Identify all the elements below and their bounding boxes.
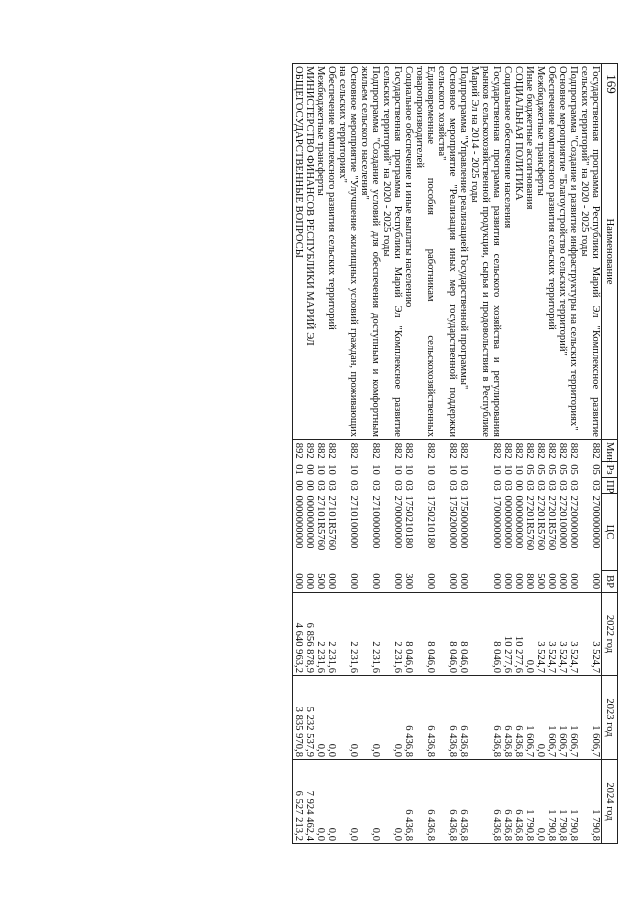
- table-cell-min: 892: [293, 440, 305, 462]
- table-cell-vr: 500: [535, 571, 546, 593]
- table-cell-2023: 0,0: [315, 676, 326, 760]
- table-cell-2022: 10 277,6: [502, 593, 513, 676]
- table-cell-vr: 800: [524, 571, 535, 593]
- table-cell-rz: 01: [293, 462, 305, 478]
- table-cell-name: Социальное обеспечение населения: [502, 64, 513, 440]
- table-cell-2024: 6 436,8: [458, 760, 469, 844]
- table-cell-cs: 0000000000: [502, 495, 513, 549]
- table-cell-2024: 0,0: [337, 760, 359, 844]
- table-cell-2023: 1 606,7: [546, 676, 557, 760]
- table-cell-vr: 000: [337, 571, 359, 593]
- table-cell-rz: 10: [370, 464, 381, 475]
- table-cell-min: 882: [315, 442, 326, 459]
- table-cell-rz: 00: [304, 464, 315, 475]
- table-cell-2023: 6 436,8: [458, 676, 469, 760]
- table-cell-rz: 05: [568, 464, 579, 475]
- table-cell-2024: 6 527 213,2: [293, 760, 305, 844]
- table-cell-pr: 03: [425, 480, 436, 491]
- table-cell-cs: 1750210180: [403, 495, 414, 549]
- table-cell-2023: 6 436,8: [502, 676, 513, 760]
- table-cell-vr: 000: [293, 571, 305, 593]
- table-cell-rz: 10: [403, 464, 414, 475]
- table-cell-cs: 27201R5760: [546, 495, 557, 551]
- table-cell-min: 882: [524, 442, 535, 459]
- header-min: Мин: [602, 440, 618, 462]
- table-cell-min: 882: [513, 442, 524, 459]
- table-cell-cs: 2700000000: [392, 495, 403, 549]
- table-cell-rz: 10: [326, 464, 337, 475]
- table-cell-vr: 000: [546, 571, 557, 593]
- table-cell-cs: 0000000000: [513, 495, 524, 549]
- table-row: [502, 64, 513, 844]
- table-cell-name: Государственная программа Республики Марий Эл "Комплексное развитие сельских территорий" на 2020 - 2025 годы: [579, 64, 602, 440]
- header-2024: 2024 год: [602, 760, 618, 844]
- table-cell-pr: 03: [326, 480, 337, 491]
- table-cell-min: 882: [348, 442, 359, 459]
- table-cell-2022: 0,0: [524, 593, 535, 676]
- table-cell-rz: 10: [348, 464, 359, 475]
- table-cell-pr: 03: [392, 480, 403, 491]
- table-cell-cs: 27201R5760: [535, 495, 546, 551]
- table-cell-2024: 6 436,8: [403, 760, 414, 844]
- table-row: [414, 64, 436, 844]
- table-cell-cs: 2720000000: [568, 495, 579, 549]
- table-cell-2022: 2 231,6: [315, 593, 326, 676]
- table-cell-2024: 0,0: [381, 760, 403, 844]
- table-cell-pr: 03: [458, 480, 469, 491]
- table-cell-vr: 000: [568, 571, 579, 593]
- table-cell-name: Единовременные пособия работникам сельскохозяйственных товаропроизводителей: [414, 64, 436, 440]
- table-cell-2024: 6 436,8: [502, 760, 513, 844]
- table-row: [568, 64, 579, 844]
- table-cell-name: Подпрограмма "Создание и развитие инфраструктуры на сельских территориях": [568, 64, 579, 440]
- table-cell-2023: 6 436,8: [414, 676, 436, 760]
- table-cell-2022: 2 231,6: [381, 593, 403, 676]
- table-cell-2024: 1 790,8: [568, 760, 579, 844]
- table-cell-min: 882: [535, 442, 546, 459]
- table-cell-2024: 1 790,8: [546, 760, 557, 844]
- table-cell-2022: 8 046,0: [458, 593, 469, 676]
- table-row: [315, 64, 326, 844]
- table-cell-min: 882: [491, 442, 502, 459]
- table-cell-cs: 2700000000: [590, 495, 601, 549]
- table-cell-2024: 0,0: [315, 760, 326, 844]
- table-cell-2023: 6 436,8: [469, 676, 502, 760]
- table-cell-rz: 05: [557, 464, 568, 475]
- table-cell-cs: 1750000000: [458, 495, 469, 549]
- table-cell-2023: 0,0: [326, 676, 337, 760]
- table-cell-vr: 000: [326, 571, 337, 593]
- table-cell-2023: 0,0: [359, 676, 381, 760]
- table-cell-2024: 0,0: [359, 760, 381, 844]
- table-cell-rz: 10: [425, 464, 436, 475]
- table-cell-2024: 6 436,8: [414, 760, 436, 844]
- table-cell-rz: 05: [590, 464, 601, 475]
- table-cell-vr: 000: [502, 571, 513, 593]
- table-cell-vr: 000: [513, 571, 524, 593]
- table-cell-cs: 2720100000: [557, 495, 568, 549]
- table-cell-vr: 300: [403, 571, 414, 593]
- table-cell-pr: 00: [304, 480, 315, 491]
- table-row: [337, 64, 359, 844]
- table-cell-2023: 1 606,7: [524, 676, 535, 760]
- table-cell-name: Основное мероприятие "Улучшение жилищных условий граждан, проживающих на сельских территориях": [337, 64, 359, 440]
- table-cell-2024: 7 924 462,4: [304, 760, 315, 844]
- table-cell-2022: 3 524,7: [546, 593, 557, 676]
- table-cell-pr: 03: [568, 480, 579, 491]
- table-row: [524, 64, 535, 844]
- table-cell-name: Социальное обеспечение и иные выплаты населению: [403, 64, 414, 440]
- table-cell-pr: 03: [403, 480, 414, 491]
- table-cell-name: Основное мероприятие "Благоустройство сельских территорий": [557, 64, 568, 440]
- table-cell-2024: 0,0: [326, 760, 337, 844]
- table-cell-cs: 0000000000: [304, 495, 315, 549]
- table-cell-pr: 03: [557, 480, 568, 491]
- table-cell-name: Государственная программа Республики Марий Эл "Комплексное развитие сельских территорий" на 2020 - 2025 годы: [381, 64, 403, 440]
- table-cell-cs: 1750210180: [425, 495, 436, 549]
- table-cell-2024: 6 436,8: [513, 760, 524, 844]
- table-cell-pr: 03: [348, 480, 359, 491]
- table-row: [557, 64, 568, 844]
- table-cell-min: 882: [557, 442, 568, 459]
- table-row: [469, 64, 502, 844]
- table-cell-2023: 1 606,7: [568, 676, 579, 760]
- table-cell-pr: 03: [447, 480, 458, 491]
- table-cell-rz: 10: [491, 464, 502, 475]
- table-cell-rz: 10: [392, 464, 403, 475]
- table-cell-2023: 5 232 537,9: [304, 676, 315, 760]
- table-cell-rz: 10: [315, 464, 326, 475]
- table-row: [293, 64, 305, 844]
- table-cell-pr: 03: [370, 480, 381, 491]
- table-cell-name: Подпрограмма "Создание условий для обеспечения доступным и комфортным жильем сельского населения": [359, 64, 381, 440]
- table-cell-name: Обеспечение комплексного развития сельских территорий: [546, 64, 557, 440]
- table-cell-name: Межбюджетные трансферты: [535, 64, 546, 440]
- table-cell-2023: 1 606,7: [557, 676, 568, 760]
- table-row: [436, 64, 458, 844]
- table-row: [535, 64, 546, 844]
- table-cell-name: МИНИСТЕРСТВО ФИНАНСОВ РЕСПУБЛИКИ МАРИЙ ЭЛ: [304, 64, 315, 440]
- table-cell-min: 882: [370, 442, 381, 459]
- table-cell-2023: 3 835 970,8: [293, 676, 305, 760]
- table-cell-min: 882: [502, 442, 513, 459]
- header-cs: ЦС: [602, 494, 618, 571]
- header-pr: ПР: [602, 478, 618, 494]
- table-cell-rz: 10: [513, 464, 524, 475]
- table-cell-2022: 3 524,7: [568, 593, 579, 676]
- table-row: [458, 64, 469, 844]
- table-cell-name: ОБЩЕГОСУДАРСТВЕННЫЕ ВОПРОСЫ: [293, 64, 305, 440]
- table-cell-cs: 27101R5760: [315, 495, 326, 551]
- header-2023: 2023 год: [602, 676, 618, 760]
- table-cell-name: Государственная программа развития сельского хозяйства и регулирования рынков сельскохозяйственной продукции, сырья и продовольствия в Республике Марий Эл на 2014 - 2025 годы: [469, 64, 502, 440]
- table-cell-min: 882: [326, 442, 337, 459]
- table-cell-pr: 00: [293, 478, 305, 494]
- table-cell-vr: 000: [557, 571, 568, 593]
- table-body: [293, 64, 602, 844]
- table-cell-cs: 2710100000: [348, 495, 359, 549]
- table-cell-cs: 27101R5760: [326, 495, 337, 551]
- table-cell-cs: 2710000000: [370, 495, 381, 549]
- table-row: [326, 64, 337, 844]
- table-cell-min: 882: [392, 442, 403, 459]
- table-cell-cs: 27201R5760: [524, 495, 535, 551]
- budget-table-rotated: [126, 63, 618, 843]
- table-cell-vr: 000: [381, 571, 403, 593]
- header-rz: Рз: [602, 462, 618, 478]
- table-cell-vr: 000: [359, 571, 381, 593]
- table-cell-vr: 000: [469, 571, 502, 593]
- table-cell-2022: 4 640 963,2: [293, 593, 305, 676]
- header-vr: ВР: [602, 571, 618, 593]
- table-cell-min: 892: [304, 442, 315, 459]
- table-row: [579, 64, 602, 844]
- table-cell-rz: 05: [535, 464, 546, 475]
- table-cell-vr: 000: [436, 571, 458, 593]
- table-cell-2023: 0,0: [535, 676, 546, 760]
- table-cell-rz: 10: [447, 464, 458, 475]
- table-row: [403, 64, 414, 844]
- table-cell-min: 882: [425, 442, 436, 459]
- table-cell-name: Обеспечение комплексного развития сельских территорий: [326, 64, 337, 440]
- table-cell-2022: 8 046,0: [414, 593, 436, 676]
- table-cell-rz: 10: [458, 464, 469, 475]
- table-cell-2022: 2 231,6: [337, 593, 359, 676]
- table-cell-2024: 6 436,8: [469, 760, 502, 844]
- table-cell-cs: 1700000000: [491, 495, 502, 549]
- table-cell-pr: 00: [513, 480, 524, 491]
- header-2022: 2022 год: [602, 593, 618, 676]
- table-cell-2022: 8 046,0: [436, 593, 458, 676]
- table-cell-2023: 6 436,8: [513, 676, 524, 760]
- table-cell-2024: 6 436,8: [436, 760, 458, 844]
- table-cell-2023: 0,0: [337, 676, 359, 760]
- table-cell-min: 882: [403, 442, 414, 459]
- table-cell-2024: 0,0: [535, 760, 546, 844]
- table-cell-2022: 3 524,7: [535, 593, 546, 676]
- table-cell-name: СОЦИАЛЬНАЯ ПОЛИТИКА: [513, 64, 524, 440]
- table-row: [359, 64, 381, 844]
- table-cell-2024: 1 790,8: [524, 760, 535, 844]
- table-row: [304, 64, 315, 844]
- table-cell-min: 882: [590, 442, 601, 459]
- table-cell-pr: 03: [535, 480, 546, 491]
- table-cell-pr: 03: [502, 480, 513, 491]
- table-cell-2023: 0,0: [381, 676, 403, 760]
- table-cell-2022: 2 231,6: [326, 593, 337, 676]
- table-cell-name: Подпрограмма "Управление реализацией Государственной программы": [458, 64, 469, 440]
- table-cell-pr: 03: [491, 480, 502, 491]
- table-cell-vr: 000: [414, 571, 436, 593]
- table-cell-2022: 3 524,7: [557, 593, 568, 676]
- table-cell-pr: 03: [590, 480, 601, 491]
- table-row: [513, 64, 524, 844]
- table-cell-rz: 05: [524, 464, 535, 475]
- table-cell-min: 882: [458, 442, 469, 459]
- table-cell-vr: 000: [458, 571, 469, 593]
- budget-table: [292, 63, 618, 844]
- table-cell-rz: 05: [546, 464, 557, 475]
- table-row: [546, 64, 557, 844]
- table-cell-pr: 03: [546, 480, 557, 491]
- table-cell-min: 882: [546, 442, 557, 459]
- table-cell-2023: 6 436,8: [436, 676, 458, 760]
- table-cell-name: Иные бюджетные ассигнования: [524, 64, 535, 440]
- table-cell-rz: 10: [502, 464, 513, 475]
- page-number: 169: [603, 74, 619, 94]
- table-header-row: [602, 64, 618, 844]
- table-cell-cs: 1750200000: [447, 495, 458, 549]
- table-cell-min: 882: [447, 442, 458, 459]
- table-cell-min: 882: [568, 442, 579, 459]
- table-cell-vr: 500: [315, 571, 326, 593]
- table-cell-vr: 000: [579, 571, 602, 593]
- table-cell-pr: 03: [524, 480, 535, 491]
- table-cell-2022: 8 046,0: [403, 593, 414, 676]
- table-cell-2024: 1 790,8: [579, 760, 602, 844]
- table-cell-name: Межбюджетные трансферты: [315, 64, 326, 440]
- table-cell-2022: 10 277,6: [513, 593, 524, 676]
- table-cell-2022: 8 046,0: [469, 593, 502, 676]
- table-cell-2023: 6 436,8: [403, 676, 414, 760]
- table-cell-2024: 1 790,8: [557, 760, 568, 844]
- table-cell-vr: 000: [304, 571, 315, 593]
- table-cell-cs: 0000000000: [293, 494, 305, 571]
- table-cell-2022: 6 856 878,9: [304, 593, 315, 676]
- table-cell-2022: 3 524,7: [579, 593, 602, 676]
- table-cell-name: Основное мероприятие "Реализация иных мер государственной поддержки сельского хозяйства": [436, 64, 458, 440]
- table-cell-2022: 2 231,6: [359, 593, 381, 676]
- table-row: [381, 64, 403, 844]
- header-name: Наименование: [602, 64, 618, 440]
- table-cell-pr: 03: [315, 480, 326, 491]
- table-cell-2023: 1 606,7: [579, 676, 602, 760]
